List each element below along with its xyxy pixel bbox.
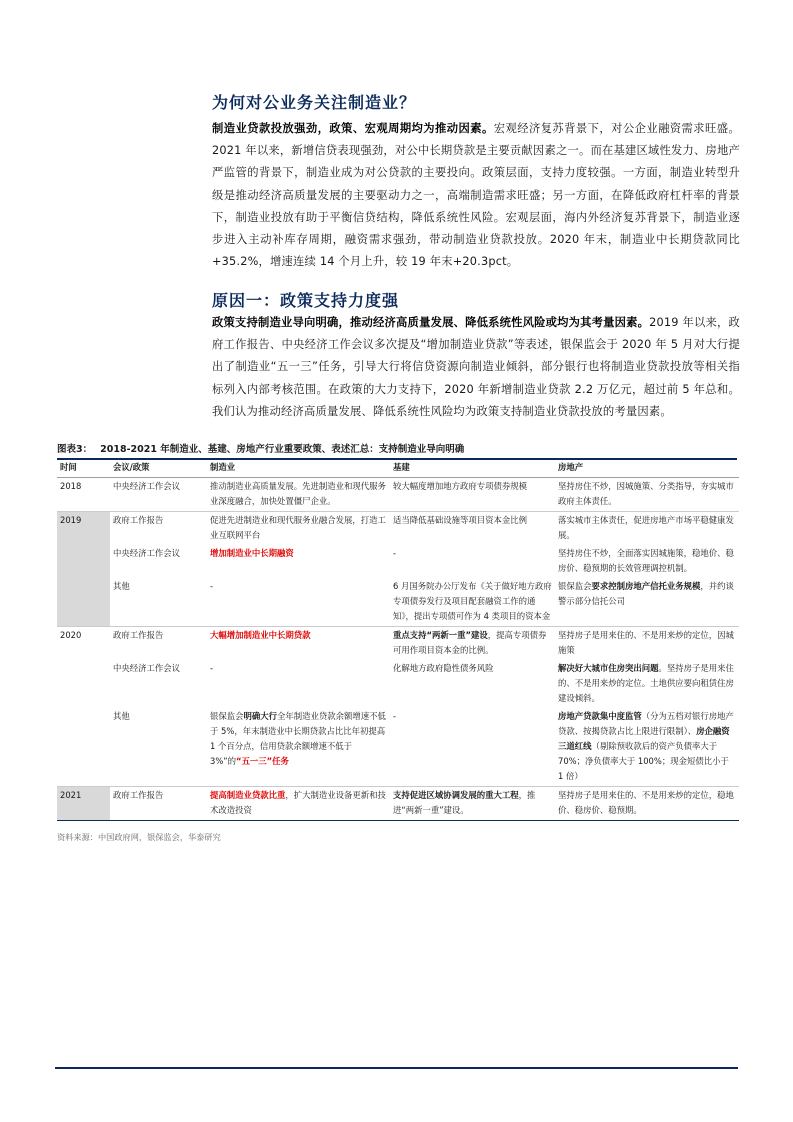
meeting-cell: 其他 — [110, 578, 207, 627]
section1-body: 宏观经济复苏背景下，对公企业融资需求旺盛。2021 年以来，新增信贷表现强劲，对公中长期贷款是主要贡献因素之一。而在基建区域性发力、房地产严监管的背景下，制造业成为对公贷款的主要投向。政策层面，支持力度较强。一方面，制造业转型升级是推动经济高质量发展的主要驱动力之一，高端制造需求旺盛；另一方面，在降低政府杠杆率的背景下，制造业投放有助于平衡信贷结构，降低系统性风险。宏观层面，海内外经济复苏背景下，制造业逐步进入主动补库存周期，融资需求强劲，带动制造业贷款投放。2020 年末，制造业中长期贷款同比+35.2%，增速连续 14 个月上升，较 19 年末+20.3pct。 — [212, 122, 741, 269]
meeting-cell: 中央经济工作会议 — [110, 478, 207, 512]
section1-lead: 制造业贷款投放强劲，政策、宏观周期均为推动因素。 — [212, 122, 494, 135]
table-row — [57, 512, 739, 546]
section1-heading: 为何对公业务关注制造业？ — [212, 93, 417, 112]
table-row — [57, 627, 739, 661]
real-estate-cell: 坚持房子是用来住的、不是用来炒的定位，因城施策 — [558, 630, 734, 655]
year-cell: 2018 — [57, 478, 110, 512]
meeting-cell: 政府工作报告 — [113, 515, 164, 525]
real-estate-cell: 坚持房子是用来住的、不是用来炒的定位，稳地价、稳房价、稳预期。 — [555, 787, 739, 821]
text-run-red: 提高制造业贷款比重 — [210, 790, 286, 800]
table-row — [57, 478, 739, 512]
text-run: （剔除预收款后的资产负债率大于 70%；净负债率大于 100%；现金短债比小于 1 倍） — [558, 741, 729, 781]
text-run: ，推进“两新一重”建设。 — [393, 790, 536, 815]
real-estate-cell: 落实城市主体责任，促进房地产市场平稳健康发展。 — [558, 515, 734, 540]
meeting-cell: 政府工作报告 — [110, 787, 207, 821]
footer-divider — [55, 1067, 738, 1069]
figure-title-text: 2018-2021 年制造业、基建、房地产行业重要政策、表述汇总：支持制造业导向明确 — [100, 444, 465, 455]
header-meeting: 会议/政策 — [110, 458, 207, 478]
text-run-bold: 重点支持“两新一重”建设 — [393, 630, 488, 640]
text-run-bold: 解决好大城市住房突出问题 — [558, 663, 659, 673]
header-infrastructure: 基建 — [390, 458, 555, 478]
section2-heading: 原因一：政策支持力度强 — [212, 291, 400, 310]
policy-table — [57, 458, 739, 821]
text-run-bold: 房地产贷款集中度监管 — [558, 711, 642, 721]
year-cell: 2020 — [57, 627, 110, 787]
manufacturing-cell: 大幅增加制造业中长期贷款 — [210, 630, 311, 640]
text-run-bold: 要求控制房地产信托业务规模 — [591, 581, 701, 591]
text-run: 全年制造业贷款余额增速不低于 5%，年末制造业中长期贷款占比比年初提高 1 个百分点，信用贷款余额增速不低于 3%”的 — [210, 711, 386, 766]
meeting-cell: 中央经济工作会议 — [113, 548, 180, 558]
text-run: （分为五档对银行房地产贷款、按揭贷款占比上限进行限制）、 — [558, 711, 734, 736]
table-row — [57, 708, 739, 787]
year-cell: 2021 — [57, 787, 110, 821]
text-run: ，并约谈警示部分信托公司 — [558, 581, 734, 606]
header-real-estate: 房地产 — [555, 458, 739, 478]
header-time: 时间 — [57, 458, 110, 478]
infrastructure-cell — [390, 787, 555, 821]
infrastructure-cell: - — [393, 548, 397, 558]
header-manufacturing: 制造业 — [207, 458, 390, 478]
section1-paragraph — [212, 118, 740, 273]
manufacturing-cell — [207, 708, 390, 787]
table-header-row — [57, 458, 739, 478]
text-run: ，提高专项债券可用作项目资本金的比例。 — [393, 630, 547, 655]
manufacturing-cell: 促进先进制造业和现代服务业融合发展，打造工业互联网平台 — [210, 515, 386, 540]
text-run: 银保监会 — [210, 711, 244, 721]
real-estate-cell — [555, 578, 739, 627]
real-estate-cell — [555, 708, 739, 787]
infrastructure-cell: 适当降低基础设施等项目资本金比例 — [393, 515, 527, 525]
text-run: ，扩大制造业设备更新和技术改造投资 — [210, 790, 386, 815]
meeting-cell: 其他 — [110, 708, 207, 787]
section2-paragraph — [212, 312, 740, 423]
text-run: 。坚持房子是用来住的、不是用来炒的定位。土地供应要向租赁住房建设倾斜。 — [558, 663, 734, 703]
infrastructure-cell — [390, 627, 555, 661]
year-cell: 2019 — [57, 512, 110, 627]
text-run: 银保监会 — [558, 581, 592, 591]
real-estate-cell — [555, 660, 739, 708]
infrastructure-cell: 6 月国务院办公厅发布《关于做好地方政府专项债券发行及项目配套融资工作的通知》，提出专项债可作为 4 类项目的资本金 — [390, 578, 555, 627]
section2-lead: 政策支持制造业导向明确，推动经济高质量发展、降低系统性风险或均为其考量因素。 — [212, 316, 650, 329]
source-note: 资料来源：中国政府网，银保监会，华泰研究 — [57, 832, 221, 842]
text-run-bold: 明确大行 — [243, 711, 277, 721]
manufacturing-cell: 推动制造业高质量发展。先进制造业和现代服务业深度融合，加快处置僵尸企业。 — [207, 478, 390, 512]
manufacturing-cell: - — [210, 663, 214, 673]
manufacturing-cell — [207, 787, 390, 821]
infrastructure-cell: 化解地方政府隐性债务风险 — [393, 663, 494, 673]
manufacturing-cell: - — [207, 578, 390, 627]
table-row — [57, 660, 739, 708]
meeting-cell: 政府工作报告 — [113, 630, 164, 640]
meeting-cell: 中央经济工作会议 — [113, 663, 180, 673]
table-row — [57, 545, 739, 578]
figure-label: 图表3： — [57, 444, 93, 455]
text-run-red: “五一三”任务 — [236, 756, 289, 766]
text-run-bold: 房企融资三道红线 — [558, 726, 730, 751]
infrastructure-cell: 较大幅度增加地方政府专项债券规模 — [390, 478, 555, 512]
text-run-bold: 支持促进区域协调发展的重大工程 — [393, 790, 519, 800]
table-row — [57, 578, 739, 627]
section2-body: 2019 年以来，政府工作报告、中央经济工作会议多次提及“增加制造业贷款”等表述，银保监会于 2020 年 5 月对大行提出了制造业“五一三”任务，引导大行将信贷资源向制造业倾斜，部分银行也将制造业贷款投放等相关指标列入内部考核范围。在政策的大力支持下，2020 年新增制造业贷款 2.2 万亿元，超过前 5 年总和。我们认为推动经济高质量发展、降低系统性风险均为政策支持制造业贷款投放的考量因素。 — [212, 316, 740, 418]
table-row — [57, 787, 739, 821]
real-estate-cell: 坚持房住不炒，全面落实因城施策，稳地价、稳房价、稳预期的长效管理调控机制。 — [558, 548, 734, 573]
real-estate-cell: 坚持房住不炒，因城施策、分类指导，夯实城市政府主体责任。 — [555, 478, 739, 512]
infrastructure-cell: - — [390, 708, 555, 787]
manufacturing-cell: 增加制造业中长期融资 — [210, 548, 294, 558]
